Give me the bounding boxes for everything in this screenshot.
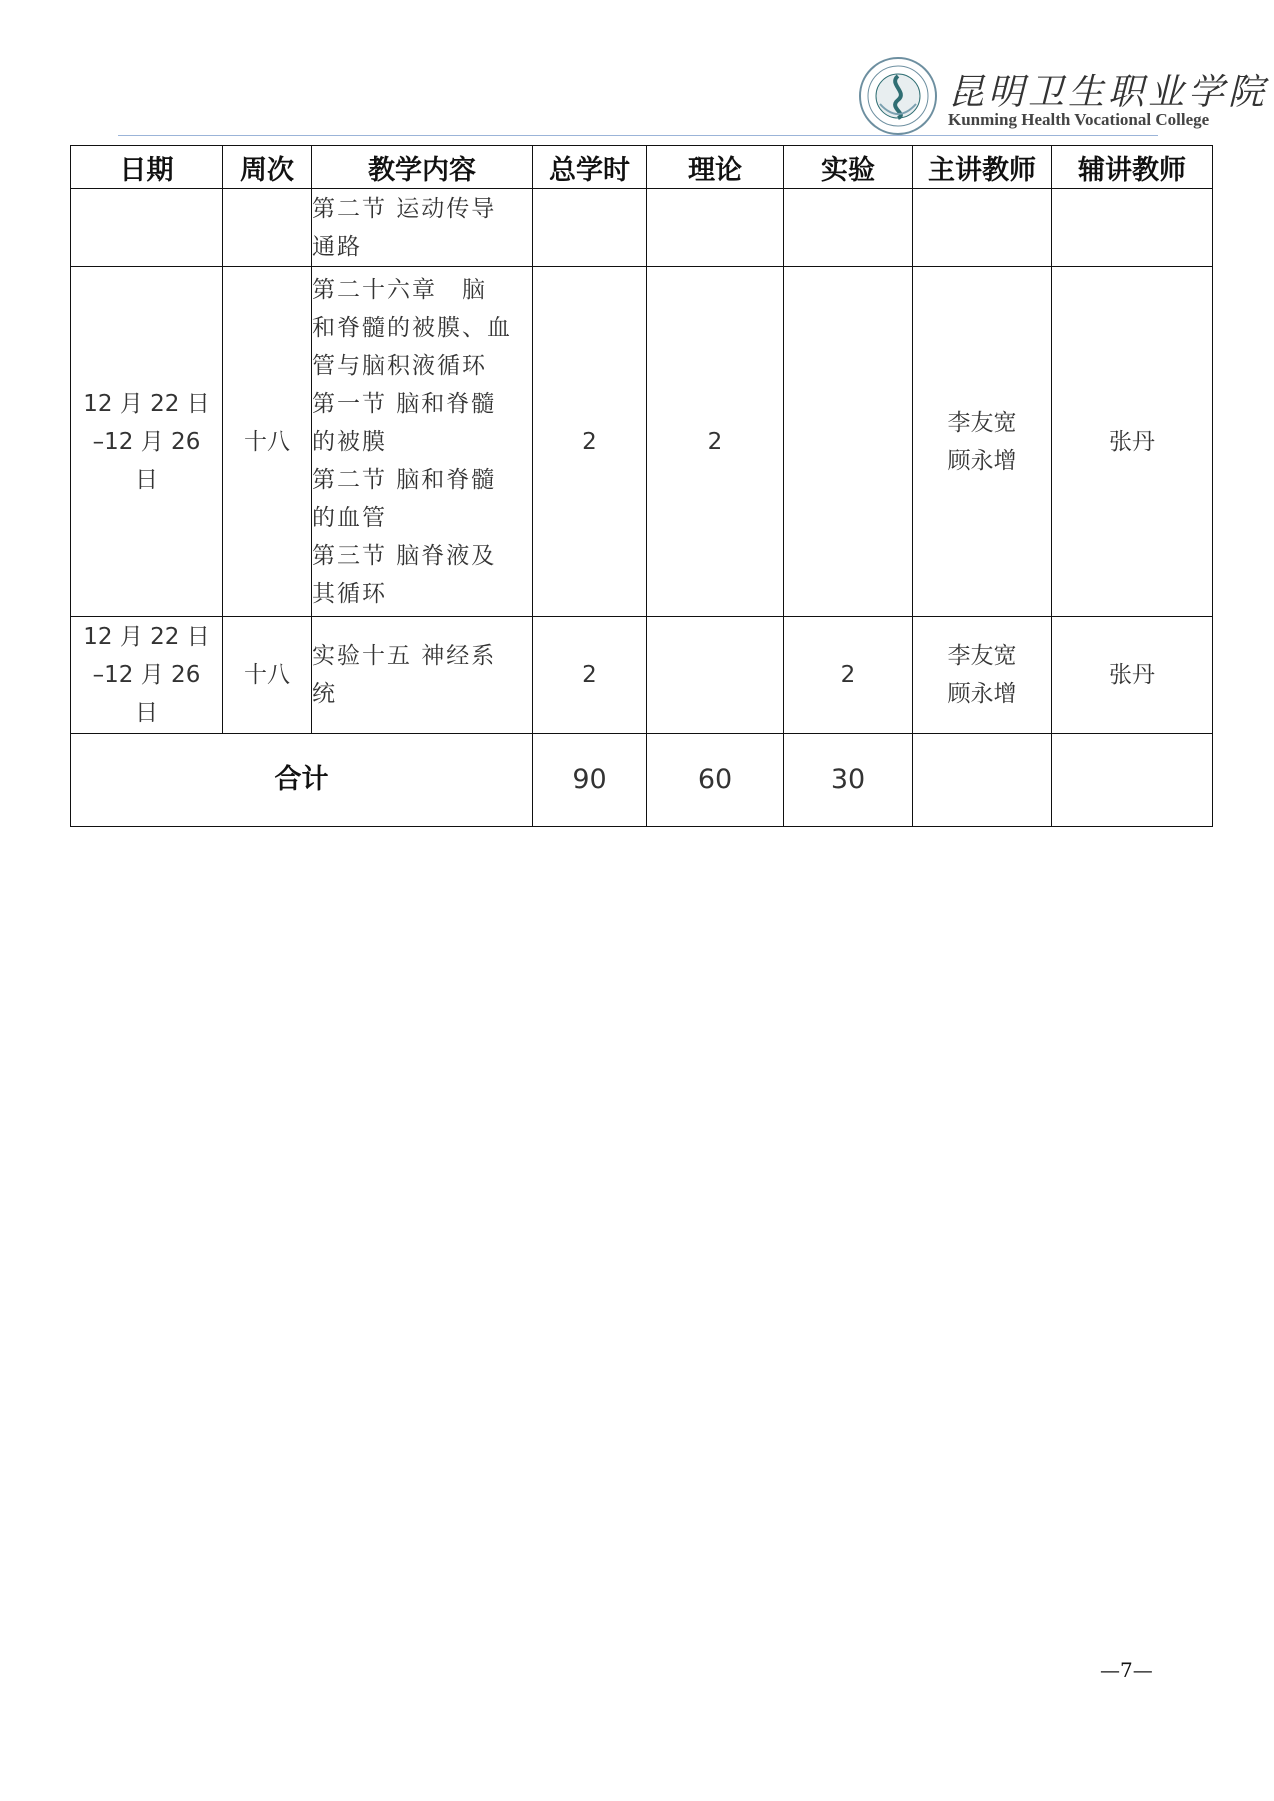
teacher-name: 李友宽	[947, 643, 1017, 669]
total-lab: 30	[784, 734, 913, 827]
header-week: 周次	[223, 146, 312, 189]
cell-content	[312, 189, 533, 267]
cell-theory	[647, 617, 784, 734]
date-line: 日	[135, 700, 158, 726]
date-line: –12 月 26	[92, 662, 201, 688]
header-total-hours: 总学时	[533, 146, 647, 189]
cell-lab: 2	[784, 617, 913, 734]
total-theory: 60	[647, 734, 784, 827]
header-content: 教学内容	[312, 146, 533, 189]
date-line: 12 月 22 日	[83, 390, 210, 417]
cell-total: 2	[533, 267, 647, 617]
cell-week: 十八	[223, 617, 312, 734]
cell-lab	[784, 189, 913, 267]
date-line: –12 月 26	[92, 428, 201, 455]
teacher-name: 李友宽	[947, 409, 1017, 436]
cell-date	[71, 617, 223, 734]
cell-total	[533, 189, 647, 267]
total-label: 合计	[71, 734, 533, 827]
total-assist-teacher-empty	[1052, 734, 1213, 827]
header-lab: 实验	[784, 146, 913, 189]
cell-main-teacher	[913, 267, 1052, 617]
header-date: 日期	[71, 146, 223, 189]
total-row	[71, 734, 1213, 827]
content-line: 第一节 脑和脊髓	[312, 390, 497, 417]
cell-date	[71, 189, 223, 267]
header-assist-teacher: 辅讲教师	[1052, 146, 1213, 189]
cell-theory: 2	[647, 267, 784, 617]
teacher-name: 顾永增	[947, 681, 1017, 707]
cell-main-teacher	[913, 189, 1052, 267]
cell-assist-teacher	[1052, 189, 1213, 267]
teaching-schedule-table	[70, 145, 1213, 827]
table-header-row	[71, 146, 1213, 189]
cell-week: 十八	[223, 267, 312, 617]
content-line: 的血管	[312, 504, 387, 531]
date-line: 日	[135, 466, 158, 493]
total-hours: 90	[533, 734, 647, 827]
content-line: 通路	[312, 233, 362, 260]
header-theory: 理论	[647, 146, 784, 189]
cell-main-teacher	[913, 617, 1052, 734]
cell-date	[71, 267, 223, 617]
college-name-en: Kunming Health Vocational College	[948, 110, 1210, 129]
content-line: 第二节 脑和脊髓	[312, 466, 497, 493]
teacher-name: 顾永增	[947, 447, 1017, 474]
date-line: 12 月 22 日	[83, 624, 210, 650]
content-line: 和脊髓的被膜、血	[312, 314, 512, 341]
cell-week	[223, 189, 312, 267]
college-name-cn: 昆明卫生职业学院	[948, 72, 1269, 113]
cell-total: 2	[533, 617, 647, 734]
content-line: 实验十五 神经系	[312, 643, 497, 669]
page-number: —7—	[1100, 1658, 1153, 1682]
cell-content	[312, 267, 533, 617]
content-line: 第二十六章 脑	[312, 276, 487, 303]
cell-theory	[647, 189, 784, 267]
table-row	[71, 267, 1213, 617]
content-line: 管与脑积液循环	[312, 352, 487, 379]
cell-assist-teacher: 张丹	[1052, 617, 1213, 734]
table-row	[71, 617, 1213, 734]
header-divider	[118, 135, 1158, 136]
header-main-teacher: 主讲教师	[913, 146, 1052, 189]
content-line: 的被膜	[312, 428, 387, 455]
content-line: 第二节 运动传导	[312, 195, 497, 222]
cell-content	[312, 617, 533, 734]
content-line: 统	[312, 681, 337, 707]
college-seal-logo	[858, 56, 938, 136]
content-line: 其循环	[312, 580, 387, 607]
content-line: 第三节 脑脊液及	[312, 542, 497, 569]
table-row	[71, 189, 1213, 267]
cell-assist-teacher: 张丹	[1052, 267, 1213, 617]
total-main-teacher-empty	[913, 734, 1052, 827]
cell-lab	[784, 267, 913, 617]
